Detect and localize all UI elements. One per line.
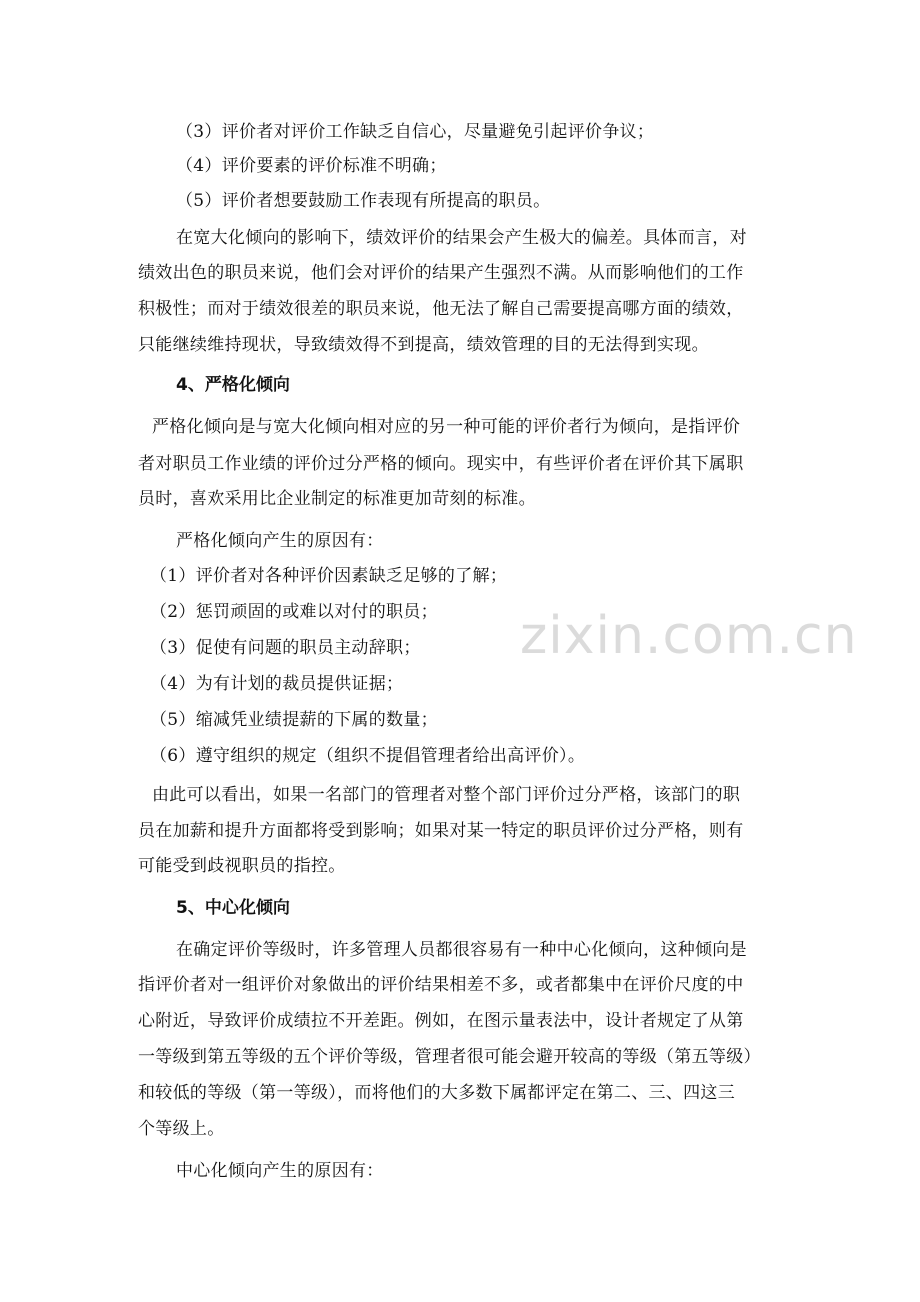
section-heading: 4、严格化倾向 [176, 375, 290, 395]
list-item: （3）促使有问题的职员主动辞职； [150, 638, 421, 658]
paragraph-line: 指评价者对一组评价对象做出的评价结果相差不多，或者都集中在评价尺度的中 [138, 975, 744, 995]
list-item: （4）为有计划的裁员提供证据； [150, 674, 404, 694]
paragraph-line: 绩效出色的职员来说，他们会对评价的结果产生强烈不满。从而影响他们的工作 [138, 263, 744, 283]
watermark: zixin.com.cn [520, 606, 858, 666]
paragraph-line: 可能受到歧视职员的指控。 [138, 856, 346, 876]
paragraph-line: 员在加薪和提升方面都将受到影响；如果对某一特定的职员评价过分严格，则有 [138, 821, 744, 841]
list-item: （4）评价要素的评价标准不明确； [176, 156, 447, 176]
paragraph-line: 在确定评价等级时，许多管理人员都很容易有一种中心化倾向，这种倾向是 [176, 940, 747, 960]
paragraph-line: 严格化倾向是与宽大化倾向相对应的另一种可能的评价者行为倾向，是指评价 [152, 417, 741, 437]
paragraph-line: 在宽大化倾向的影响下，绩效评价的结果会产生极大的偏差。具体而言，对 [176, 228, 747, 248]
paragraph-line: 一等级到第五等级的五个评价等级，管理者很可能会避开较高的等级（第五等级） [138, 1047, 761, 1067]
list-item: （2）惩罚顽固的或难以对付的职员； [150, 602, 438, 622]
section-heading: 5、中心化倾向 [176, 898, 290, 918]
paragraph-line: 积极性；而对于绩效很差的职员来说，他无法了解自己需要提高哪方面的绩效， [138, 299, 744, 319]
paragraph-line: 个等级上。 [138, 1119, 225, 1139]
list-item: （6）遵守组织的规定（组织不提倡管理者给出高评价）。 [150, 746, 586, 766]
list-item: （3）评价者对评价工作缺乏自信心，尽量避免引起评价争议； [176, 122, 655, 142]
paragraph-line: 者对职员工作业绩的评价过分严格的倾向。现实中，有些评价者在评价其下属职 [138, 454, 744, 474]
list-item: （1）评价者对各种评价因素缺乏足够的了解； [150, 566, 508, 586]
causes-intro: 严格化倾向产生的原因有： [176, 531, 384, 551]
paragraph-line: 员时，喜欢采用比企业制定的标准更加苛刻的标准。 [138, 489, 536, 509]
paragraph-line: 心附近，导致评价成绩拉不开差距。例如，在图示量表法中，设计者规定了从第 [138, 1011, 744, 1031]
list-item: （5）评价者想要鼓励工作表现有所提高的职员。 [176, 191, 551, 211]
list-item: （5）缩减凭业绩提薪的下属的数量； [150, 710, 438, 730]
paragraph-line: 只能继续维持现状，导致绩效得不到提高，绩效管理的目的无法得到实现。 [138, 335, 709, 355]
paragraph-line: 和较低的等级（第一等级），而将他们的大多数下属都评定在第二、三、四这三 [138, 1083, 735, 1103]
causes-intro: 中心化倾向产生的原因有： [176, 1161, 384, 1181]
paragraph-line: 由此可以看出，如果一名部门的管理者对整个部门评价过分严格，该部门的职 [152, 785, 741, 805]
